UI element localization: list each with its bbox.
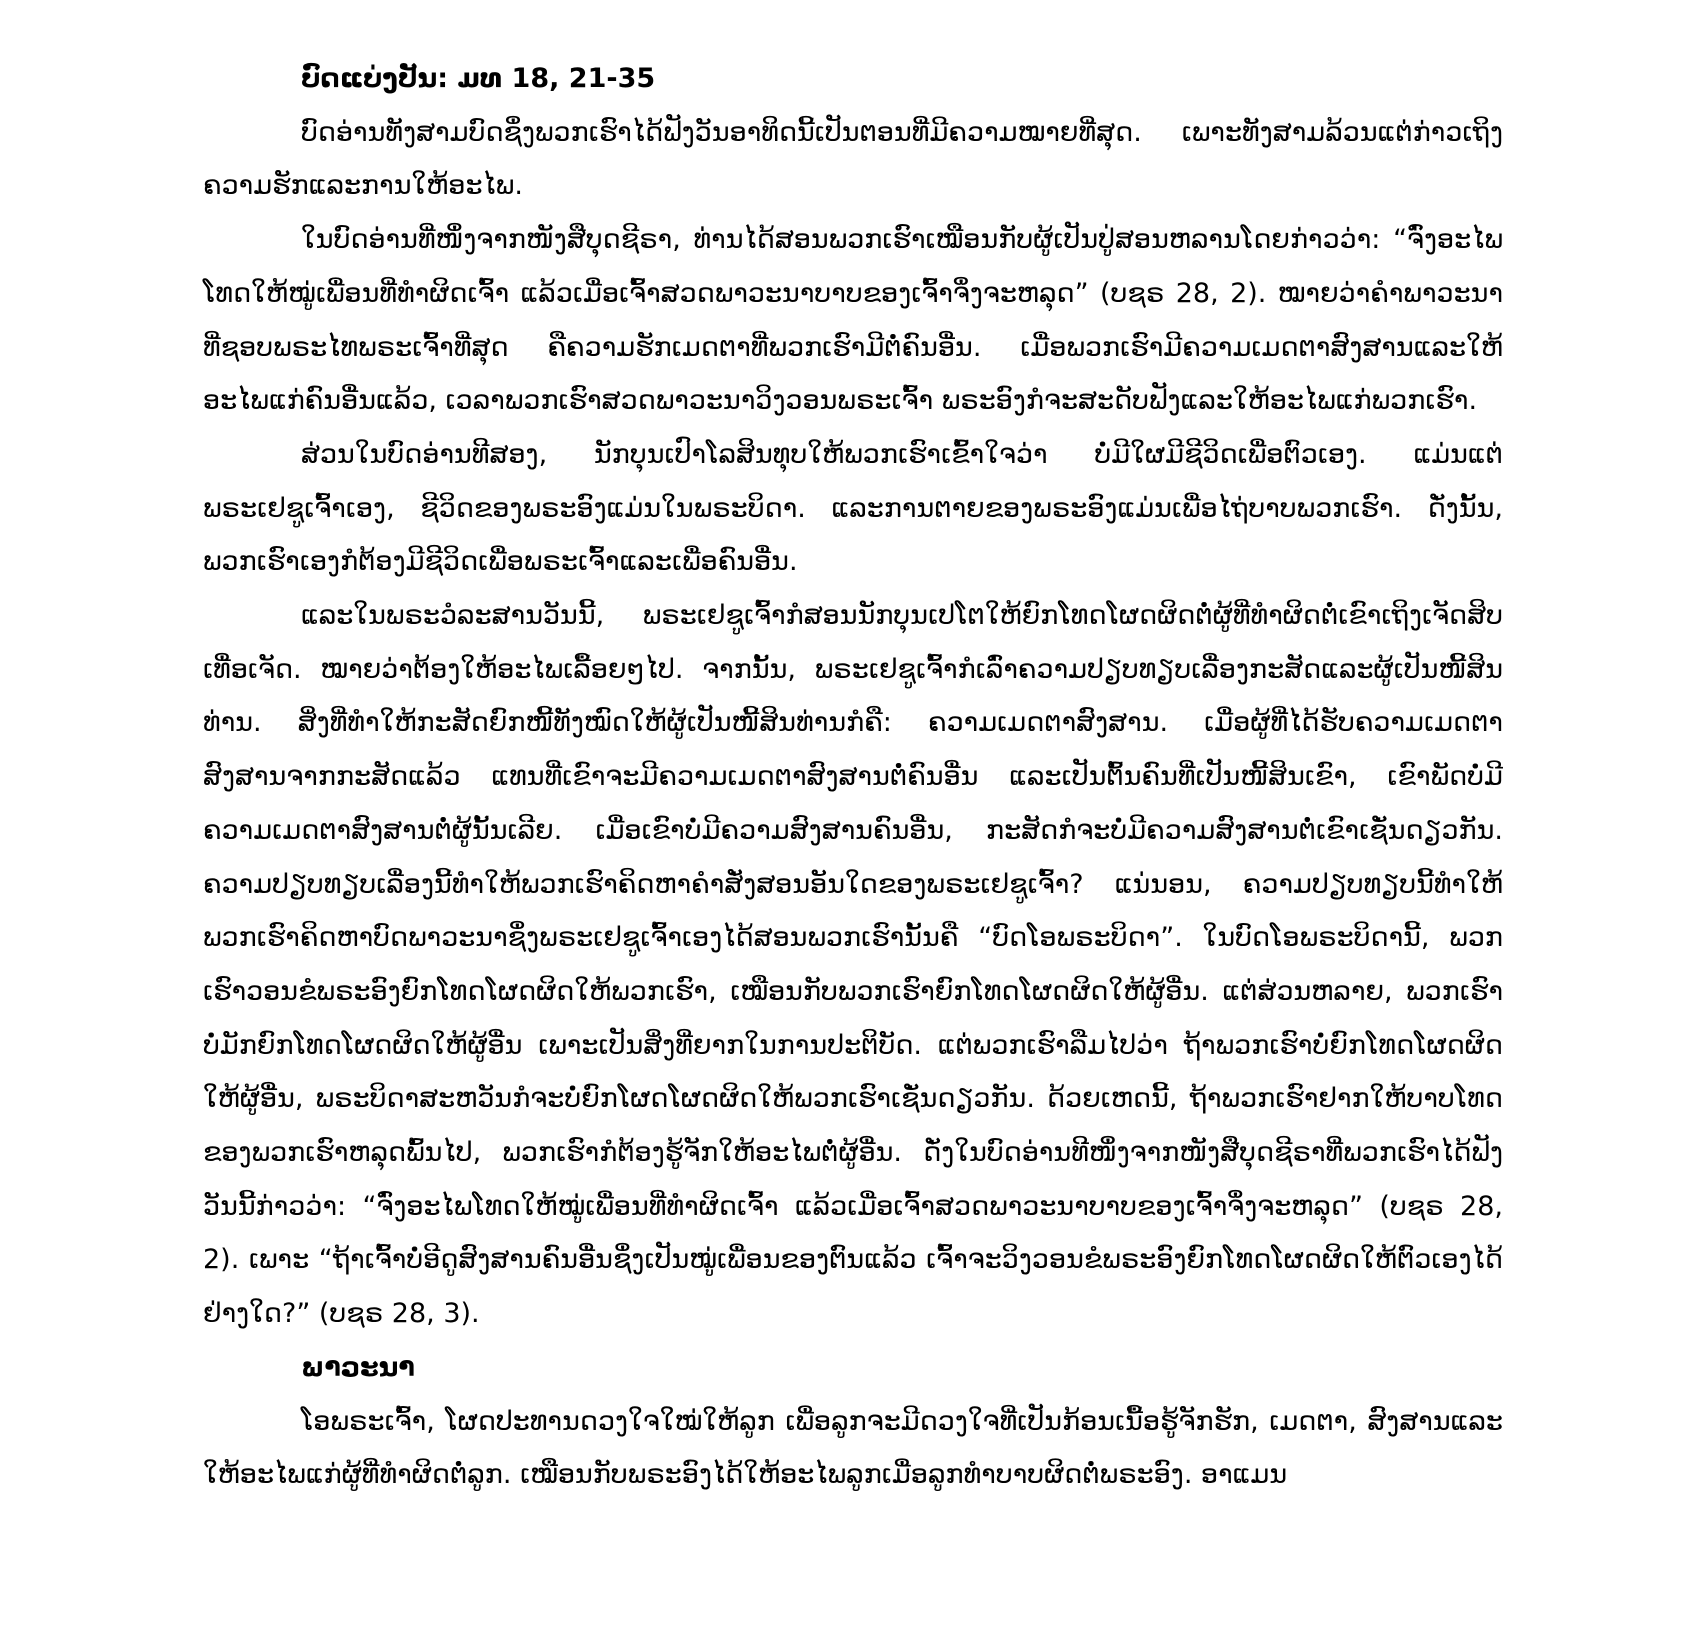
scripture-heading: ບົດແບ່ງປັນ: ມທ 18, 21-35	[301, 63, 656, 94]
paragraph-first-reading: ໃນບົດອ່ານທີ່ໜຶ່ງຈາກໜັງສືບຸດຊີຣາ, ທ່ານໄດ້ສອນພວກເຮົາເໝືອນກັບຜູ້ເປັນປູ່ສອນຫລານໂດຍກ່າວວ່າ: “ຈົ່ງອະໄພໂທດໃຫ້ໝູ່ເພື່ອນທີ່ທຳຜິດເຈົ້າ ແລ້ວເມື່ອເຈົ້າສວດພາວະນາບາບຂອງເຈົ້າຈຶ່ງຈະຫລຸດ” (ບຊຣ 28, 2). ໝາຍວ່າຄຳພາວະນາທີ່ຊອບພຣະໄທພຣະເຈົ້າທີ່ສຸດ ຄືຄວາມຮັກເມດຕາທີ່ພວກເຮົາມີຕໍ່ຄົນອື່ນ. ເມື່ອພວກເຮົາມີຄວາມເມດຕາສົງສານແລະໃຫ້ອະໄພແກ່ຄົນອື່ນແລ້ວ, ເວລາພວກເຮົາສວດພາວະນາວິງວອນພຣະເຈົ້າ ພຣະອົງກໍຈະສະດັບຟັງແລະໃຫ້ອະໄພແກ່ພວກເຮົາ.	[203, 224, 1503, 417]
paragraph-second-reading: ສ່ວນໃນບົດອ່ານທີສອງ, ນັກບຸນເປົາໂລສິນທຸບໃຫ້ພວກເຮົາເຂົ້າໃຈວ່າ ບໍ່ມີໃຜມີຊີວິດເພື່ອຕົວເອງ. ແມ່ນແຕ່ພຣະເຢຊູເຈົ້າເອງ, ຊີວິດຂອງພຣະອົງແມ່ນໃນພຣະບິດາ. ແລະການຕາຍຂອງພຣະອົງແມ່ນເພື່ອໄຖ່ບາບພວກເຮົາ. ດັ່ງນັ້ນ, ພວກເຮົາເອງກໍຕ້ອງມີຊີວິດເພື່ອພຣະເຈົ້າແລະເພື່ອຄົນອື່ນ.	[203, 438, 1503, 578]
prayer-heading: ພາວະນາ	[301, 1351, 415, 1383]
paragraph-gospel: ແລະໃນພຣະວໍລະສານວັນນີ້, ພຣະເຢຊູເຈົ້າກໍສອນນັກບຸນເປໂຕໃຫ້ຍົກໂທດໂຜດຜິດຕໍ່ຜູ້ທີ່ທຳຜິດຕໍ່ເຂົາເຖິງເຈັດສິບເທື່ອເຈັດ. ໝາຍວ່າຕ້ອງໃຫ້ອະໄພເລື້ອຍໆໄປ. ຈາກນັ້ນ, ພຣະເຢຊູເຈົ້າກໍເລົ່າຄວາມປຽບທຽບເລື່ອງກະສັດແລະຜູ້ເປັນໜີ້ສິນທ່ານ. ສິ່ງທີ່ທຳໃຫ້ກະສັດຍົກໜີ້ທັງໝົດໃຫ້ຜູ້ເປັນໜີ້ສິນທ່ານກໍຄື: ຄວາມເມດຕາສົງສານ. ເມື່ອຜູ້ທີ່ໄດ້ຮັບຄວາມເມດຕາສົງສານຈາກກະສັດແລ້ວ ແທນທີ່ເຂົາຈະມີຄວາມເມດຕາສົງສານຕໍ່ຄົນອື່ນ ແລະເປັນຕົ້ນຄົນທີ່ເປັນໜີ້ສິນເຂົາ, ເຂົາພັດບໍ່ມີຄວາມເມດຕາສົງສານຕໍ່ຜູ້ນັ້ນເລີຍ. ເມື່ອເຂົາບໍ່ມີຄວາມສົງສານຄົນອື່ນ, ກະສັດກໍຈະບໍ່ມີຄວາມສົງສານຕໍ່ເຂົາເຊັ່ນດຽວກັນ. ຄວາມປຽບທຽບເລື່ອງນີ້ທຳໃຫ້ພວກເຮົາຄິດຫາຄຳສັ່ງສອນອັນໃດຂອງພຣະເຢຊູເຈົ້າ? ແນ່ນອນ, ຄວາມປຽບທຽບນີ້ທຳໃຫ້ພວກເຮົາຄິດຫາບົດພາວະນາຊຶ່ງພຣະເຢຊູເຈົ້າເອງໄດ້ສອນພວກເຮົານັ້ນຄື “ບົດໂອພຣະບິດາ”. ໃນບົດໂອພຣະບິດານີ້, ພວກເຮົາວອນຂໍພຣະອົງຍົກໂທດໂຜດຜິດໃຫ້ພວກເຮົາ, ເໝືອນກັບພວກເຮົາຍົກໂທດໂຜດຜິດໃຫ້ຜູ້ອື່ນ. ແຕ່ສ່ວນຫລາຍ, ພວກເຮົາບໍ່ມັກຍົກໂທດໂຜດຜິດໃຫ້ຜູ້ອື່ນ ເພາະເປັນສິ່ງທີ່ຍາກໃນການປະຕິບັດ. ແຕ່ພວກເຮົາລືມໄປວ່າ ຖ້າພວກເຮົາບໍ່ຍົກໂທດໂຜດຜິດໃຫ້ຜູ້ອື່ນ, ພຣະບິດາສະຫວັນກໍຈະບໍ່ຍົກໂຜດໂຜດຜິດໃຫ້ພວກເຮົາເຊັ່ນດຽວກັນ. ດ້ວຍເຫດນີ້, ຖ້າພວກເຮົາຢາກໃຫ້ບາບໂທດຂອງພວກເຮົາຫລຸດພົ້ນໄປ, ພວກເຮົາກໍຕ້ອງຮູ້ຈັກໃຫ້ອະໄພຕໍ່ຜູ້ອື່ນ. ດັ່ງໃນບົດອ່ານທີໜຶ່ງຈາກໜັງສືບຸດຊີຣາທີ່ພວກເຮົາໄດ້ຟັງວັນນີ້ກ່າວວ່າ: “ຈົ່ງອະໄພໂທດໃຫ້ໝູ່ເພື່ອນທີ່ທຳຜິດເຈົ້າ ແລ້ວເມື່ອເຈົ້າສວດພາວະນາບາບຂອງເຈົ້າຈຶ່ງຈະຫລຸດ” (ບຊຣ 28, 2). ເພາະ “ຖ້າເຈົ້າບໍ່ອີດູສົງສານຄົນອື່ນຊຶ່ງເປັນໝູ່ເພື່ອນຂອງຕົນແລ້ວ ເຈົ້າຈະວິງວອນຂໍພຣະອົງຍົກໂທດໂຜດຜິດໃຫ້ຕົວເອງໄດ້ຢ່າງໃດ?” (ບຊຣ 28, 3).	[203, 600, 1503, 1330]
document-body	[203, 52, 1503, 1502]
prayer-text: ໂອພຣະເຈົ້າ, ໂຜດປະທານດວງໃຈໃໝ່ໃຫ້ລູກ ເພື່ອລູກຈະມີດວງໃຈທີ່ເປັນກ້ອນເນື້ອຮູ້ຈັກຮັກ, ເມດຕາ, ສົງສານແລະໃຫ້ອະໄພແກ່ຜູ້ທີ່ທຳຜິດຕໍ່ລູກ. ເໝືອນກັບພຣະອົງໄດ້ໃຫ້ອະໄພລູກເມື່ອລູກທຳບາບຜິດຕໍ່ພຣະອົງ. ອາແມນ	[203, 1405, 1503, 1491]
paragraph-intro: ບົດອ່ານທັງສາມບົດຊຶ່ງພວກເຮົາໄດ້ຟັງວັນອາທິດນີ້ເປັນຕອນທີ່ມີຄວາມໝາຍທີ່ສຸດ. ເພາະທັງສາມລ້ວນແຕ່ກ່າວເຖິງຄວາມຮັກແລະການໃຫ້ອະໄພ.	[203, 116, 1503, 202]
